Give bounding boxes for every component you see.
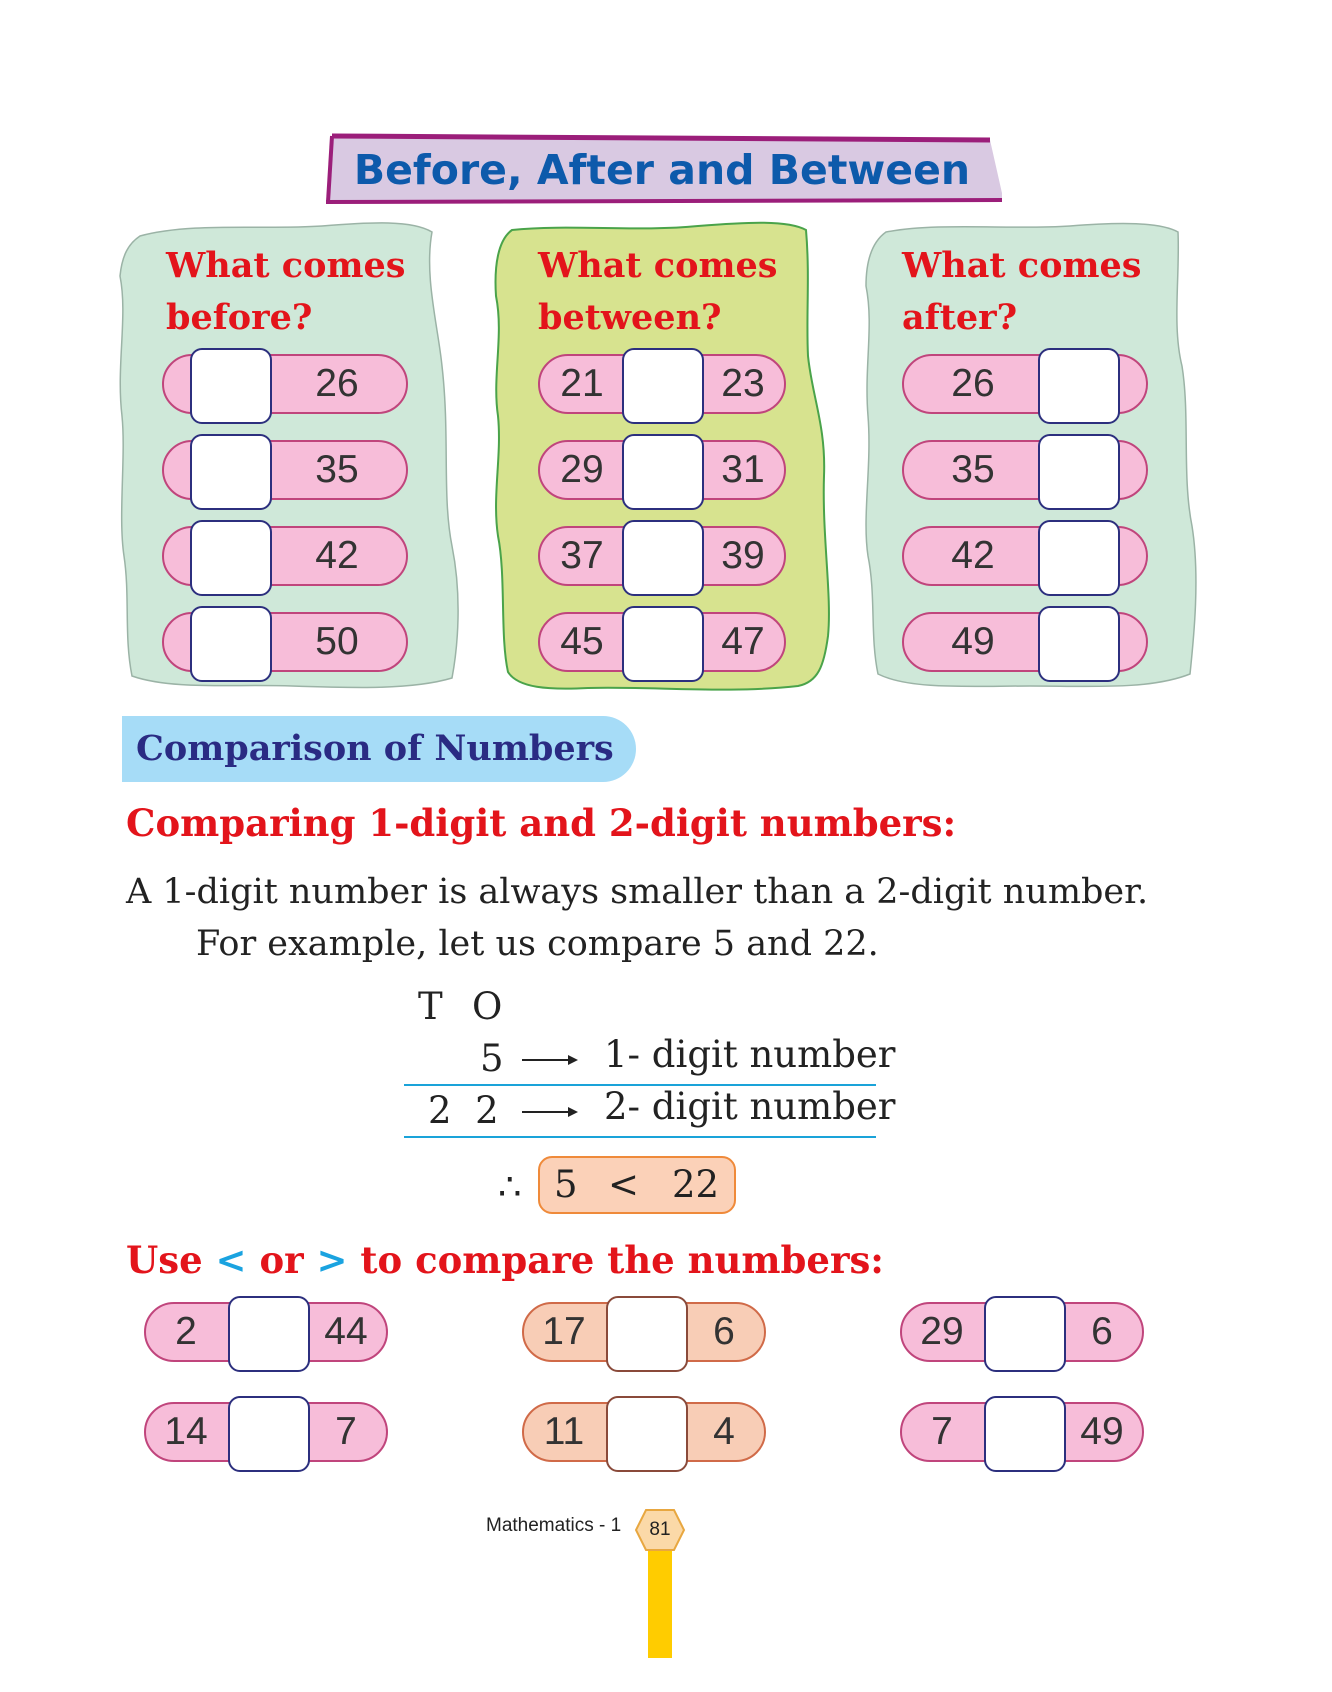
between-heading-line1: What comes <box>538 245 778 286</box>
after-row <box>902 440 1148 500</box>
right-number: 4 <box>713 1410 735 1453</box>
sign-box[interactable] <box>606 1296 688 1372</box>
compare-item <box>900 1402 1144 1462</box>
between-row <box>538 354 786 414</box>
row1-label: 1- digit number <box>604 1033 896 1076</box>
left-number: 11 <box>543 1410 585 1453</box>
answer-box[interactable] <box>1038 348 1120 424</box>
answer-box[interactable] <box>1038 520 1120 596</box>
answer-box[interactable] <box>190 606 272 682</box>
given-number-left: 45 <box>560 620 604 663</box>
left-number: 14 <box>164 1410 208 1453</box>
answer-box[interactable] <box>190 434 272 510</box>
exercise-heading-use: Use <box>126 1238 203 1282</box>
result-sign: < <box>608 1163 640 1206</box>
footer-book-title: Mathematics - 1 <box>486 1515 622 1536</box>
left-number: 2 <box>175 1310 197 1353</box>
answer-box[interactable] <box>190 520 272 596</box>
after-row <box>902 612 1148 672</box>
result-box <box>538 1156 736 1214</box>
row2-label: 2- digit number <box>604 1085 896 1128</box>
sign-box[interactable] <box>228 1296 310 1372</box>
right-number: 6 <box>713 1310 735 1353</box>
after-row <box>902 526 1148 586</box>
given-number-right: 47 <box>721 620 765 663</box>
given-number: 26 <box>951 362 995 405</box>
between-heading <box>538 240 777 344</box>
answer-box[interactable] <box>190 348 272 424</box>
after-heading <box>902 240 1141 344</box>
page-number: 81 <box>649 1519 671 1540</box>
sign-box[interactable] <box>984 1296 1066 1372</box>
before-row <box>162 440 408 500</box>
compare-item <box>144 1402 388 1462</box>
answer-box[interactable] <box>622 434 704 510</box>
compare-item <box>522 1402 766 1462</box>
subheading: Comparing 1-digit and 2-digit numbers: <box>126 801 957 845</box>
right-number: 44 <box>324 1310 368 1353</box>
answer-box[interactable] <box>1038 434 1120 510</box>
given-number-right: 23 <box>721 362 765 405</box>
rule-text: A 1-digit number is always smaller than a 2-digit number. <box>126 872 1149 912</box>
after-heading-line1: What comes <box>902 245 1142 286</box>
section-title: Comparison of Numbers <box>136 728 614 769</box>
given-number-left: 29 <box>560 448 604 491</box>
before-row <box>162 526 408 586</box>
given-number-left: 21 <box>560 362 604 405</box>
page-tab <box>648 1550 672 1658</box>
given-number: 50 <box>315 620 359 663</box>
answer-box[interactable] <box>622 348 704 424</box>
page-title: Before, After and Between <box>353 146 971 194</box>
given-number: 42 <box>315 534 359 577</box>
result-right: 22 <box>672 1163 720 1206</box>
arrow-right-icon <box>520 1050 580 1070</box>
answer-box[interactable] <box>622 606 704 682</box>
greater-than-symbol: > <box>316 1238 348 1282</box>
compare-item <box>144 1302 388 1362</box>
sign-box[interactable] <box>606 1396 688 1472</box>
sign-box[interactable] <box>984 1396 1066 1472</box>
given-number-left: 37 <box>560 534 604 577</box>
tens-header: T <box>418 985 443 1028</box>
between-row <box>538 612 786 672</box>
less-than-symbol: < <box>215 1238 247 1282</box>
given-number: 35 <box>315 448 359 491</box>
given-number: 42 <box>951 534 995 577</box>
result-left: 5 <box>554 1163 578 1206</box>
ones-header: O <box>472 985 503 1028</box>
left-number: 7 <box>931 1410 953 1453</box>
exercise-heading-rest: to compare the numbers: <box>360 1238 884 1282</box>
exercise-heading-or: or <box>259 1238 304 1282</box>
right-number: 6 <box>1091 1310 1113 1353</box>
left-number: 29 <box>920 1310 964 1353</box>
given-number: 49 <box>951 620 995 663</box>
table-divider <box>404 1136 876 1138</box>
before-row <box>162 354 408 414</box>
sign-box[interactable] <box>228 1396 310 1472</box>
therefore-symbol: ∴ <box>498 1165 522 1208</box>
given-number-right: 31 <box>721 448 765 491</box>
answer-box[interactable] <box>622 520 704 596</box>
given-number: 35 <box>951 448 995 491</box>
compare-item <box>522 1302 766 1362</box>
row2-digits: 2 2 <box>428 1089 499 1132</box>
between-row <box>538 526 786 586</box>
given-number-right: 39 <box>721 534 765 577</box>
exercise-heading <box>126 1234 884 1286</box>
before-heading <box>166 240 405 344</box>
between-heading-line2: between? <box>538 297 722 338</box>
after-row <box>902 354 1148 414</box>
left-number: 17 <box>542 1310 586 1353</box>
before-heading-line2: before? <box>166 297 313 338</box>
between-row <box>538 440 786 500</box>
before-heading-line1: What comes <box>166 245 406 286</box>
after-heading-line2: after? <box>902 297 1018 338</box>
row1-digits: 5 <box>480 1037 504 1080</box>
right-number: 49 <box>1080 1410 1124 1453</box>
answer-box[interactable] <box>1038 606 1120 682</box>
compare-item <box>900 1302 1144 1362</box>
arrow-right-icon <box>520 1102 580 1122</box>
right-number: 7 <box>335 1410 357 1453</box>
given-number: 26 <box>315 362 359 405</box>
before-row <box>162 612 408 672</box>
example-text: For example, let us compare 5 and 22. <box>196 924 879 964</box>
